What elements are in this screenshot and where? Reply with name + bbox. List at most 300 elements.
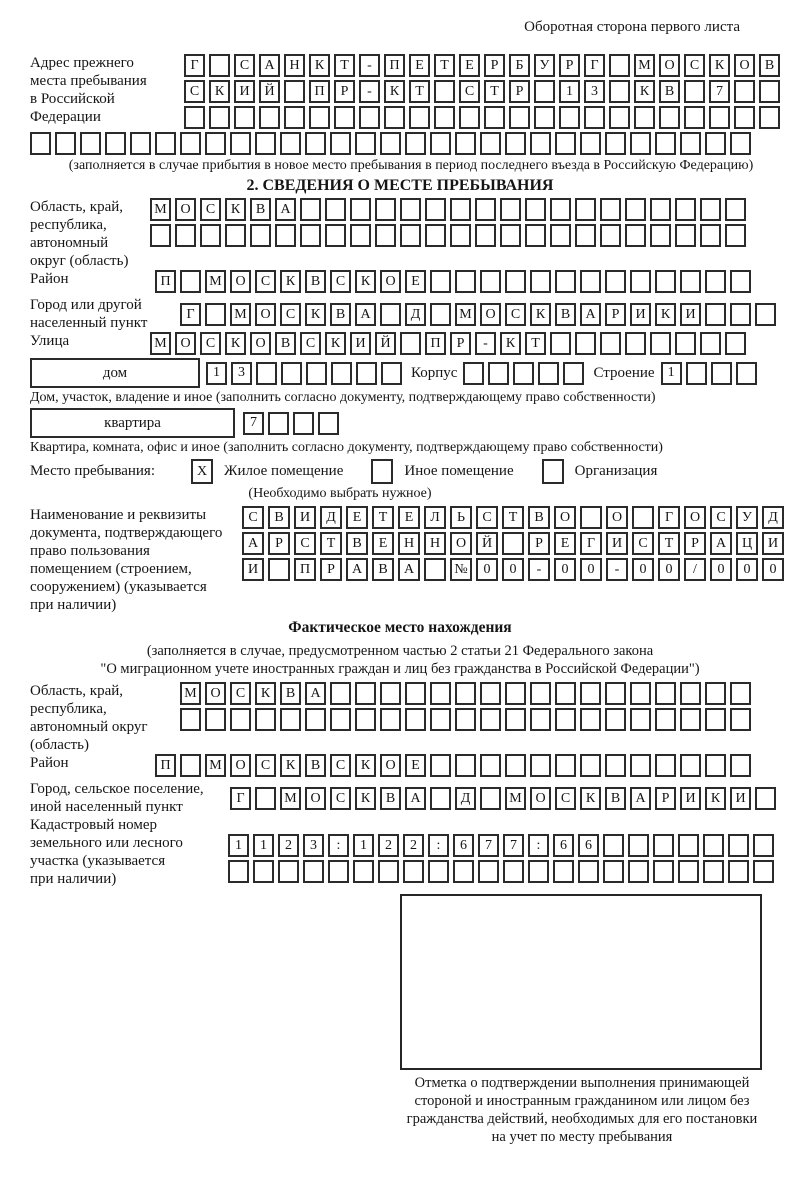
char-cell bbox=[253, 860, 274, 883]
char-cell bbox=[605, 270, 626, 293]
char-cell bbox=[650, 198, 671, 221]
char-cell: С bbox=[255, 270, 276, 293]
char-cell: С bbox=[230, 682, 251, 705]
char-cell-row bbox=[242, 506, 792, 529]
char-cell bbox=[630, 754, 651, 777]
char-cell bbox=[375, 224, 396, 247]
char-cell: : bbox=[328, 834, 349, 857]
char-cell bbox=[309, 106, 330, 129]
char-cell bbox=[605, 132, 626, 155]
char-cell bbox=[555, 270, 576, 293]
char-cell bbox=[630, 682, 651, 705]
char-cell bbox=[480, 132, 501, 155]
char-cell bbox=[428, 860, 449, 883]
char-cell: Г bbox=[658, 506, 680, 529]
char-cell bbox=[355, 682, 376, 705]
char-cell bbox=[405, 132, 426, 155]
char-cell bbox=[303, 860, 324, 883]
char-cell: Е bbox=[405, 270, 426, 293]
char-cell: О bbox=[175, 198, 196, 221]
char-cell bbox=[478, 860, 499, 883]
char-cell bbox=[430, 787, 451, 810]
char-cell bbox=[375, 198, 396, 221]
char-cell: 1 bbox=[559, 80, 580, 103]
char-cell: 0 bbox=[736, 558, 758, 581]
char-cell bbox=[205, 708, 226, 731]
actual-location-title: Фактическое место нахождения bbox=[288, 619, 512, 636]
char-cell: Д bbox=[455, 787, 476, 810]
char-cell bbox=[284, 80, 305, 103]
char-cell: Б bbox=[509, 54, 530, 77]
char-cell bbox=[580, 132, 601, 155]
char-cell bbox=[400, 198, 421, 221]
char-cell bbox=[475, 224, 496, 247]
char-cell: К bbox=[634, 80, 655, 103]
char-cell: К bbox=[384, 80, 405, 103]
char-cell-row bbox=[184, 54, 792, 77]
char-cell bbox=[675, 332, 696, 355]
char-cell: Й bbox=[476, 532, 498, 555]
char-cell bbox=[255, 708, 276, 731]
char-cell bbox=[600, 224, 621, 247]
char-cell bbox=[453, 860, 474, 883]
char-cell bbox=[209, 54, 230, 77]
char-cell: Т bbox=[372, 506, 394, 529]
char-cell: М bbox=[280, 787, 301, 810]
char-cell: А bbox=[398, 558, 420, 581]
char-cell bbox=[525, 224, 546, 247]
char-cell: - bbox=[359, 54, 380, 77]
char-cell bbox=[634, 106, 655, 129]
char-cell: В bbox=[268, 506, 290, 529]
char-cell bbox=[150, 224, 171, 247]
char-cell bbox=[725, 198, 746, 221]
char-cell bbox=[355, 132, 376, 155]
char-cell: С bbox=[200, 198, 221, 221]
char-cell bbox=[625, 332, 646, 355]
char-cell bbox=[655, 708, 676, 731]
char-cell: 3 bbox=[231, 362, 252, 385]
char-cell: - bbox=[606, 558, 628, 581]
char-cell bbox=[605, 708, 626, 731]
char-cell: К bbox=[225, 332, 246, 355]
char-cell: 6 bbox=[453, 834, 474, 857]
char-cell bbox=[700, 224, 721, 247]
option-residential-label: Жилое помещение bbox=[224, 463, 344, 479]
char-cell bbox=[325, 224, 346, 247]
char-cell: К bbox=[255, 682, 276, 705]
char-cell: К bbox=[209, 80, 230, 103]
char-cell: Г bbox=[230, 787, 251, 810]
stay-type-note: (Необходимо выбрать нужное) bbox=[248, 486, 432, 501]
house-label: дом bbox=[102, 364, 128, 381]
char-cell bbox=[630, 708, 651, 731]
char-cell: Й bbox=[259, 80, 280, 103]
char-cell bbox=[455, 682, 476, 705]
char-cell bbox=[331, 362, 352, 385]
char-cell: О bbox=[255, 303, 276, 326]
char-cell: В bbox=[305, 270, 326, 293]
char-cell: 2 bbox=[403, 834, 424, 857]
char-cell: О bbox=[659, 54, 680, 77]
char-cell: И bbox=[730, 787, 751, 810]
field-actual-region bbox=[30, 682, 792, 754]
char-cell: М bbox=[150, 332, 171, 355]
char-cell: 0 bbox=[580, 558, 602, 581]
char-cell-row bbox=[184, 106, 792, 129]
char-cell bbox=[730, 132, 751, 155]
char-cell bbox=[353, 860, 374, 883]
char-cell: Е bbox=[554, 532, 576, 555]
char-cell: П bbox=[155, 270, 176, 293]
char-cell: П bbox=[309, 80, 330, 103]
char-cell-row bbox=[150, 198, 792, 221]
char-cell: У bbox=[736, 506, 758, 529]
char-cell bbox=[380, 132, 401, 155]
char-cell: - bbox=[528, 558, 550, 581]
char-cell bbox=[580, 708, 601, 731]
char-cell: К bbox=[280, 270, 301, 293]
char-cell: 1 bbox=[228, 834, 249, 857]
char-cell bbox=[734, 80, 755, 103]
char-cell bbox=[555, 132, 576, 155]
char-cell bbox=[250, 224, 271, 247]
char-cell bbox=[534, 80, 555, 103]
char-cell bbox=[580, 682, 601, 705]
char-cell bbox=[350, 224, 371, 247]
char-cell bbox=[680, 132, 701, 155]
char-cell: К bbox=[309, 54, 330, 77]
char-cell bbox=[356, 362, 377, 385]
char-cell bbox=[753, 860, 774, 883]
char-cell bbox=[293, 412, 314, 435]
char-cell bbox=[759, 106, 780, 129]
char-cell: 2 bbox=[378, 834, 399, 857]
char-cell bbox=[580, 506, 602, 529]
char-cell: С bbox=[330, 270, 351, 293]
char-cell: В bbox=[280, 682, 301, 705]
char-cell bbox=[678, 860, 699, 883]
char-cell: Т bbox=[484, 80, 505, 103]
char-cell bbox=[609, 80, 630, 103]
char-cell: Д bbox=[405, 303, 426, 326]
char-cell: Р bbox=[528, 532, 550, 555]
char-cell: Е bbox=[405, 754, 426, 777]
stroenie-label: Строение bbox=[593, 364, 655, 381]
char-cell bbox=[509, 106, 530, 129]
char-cell: 3 bbox=[303, 834, 324, 857]
char-cell bbox=[705, 270, 726, 293]
char-cell: К bbox=[705, 787, 726, 810]
char-cell bbox=[680, 270, 701, 293]
char-cell bbox=[675, 198, 696, 221]
char-cell: В bbox=[380, 787, 401, 810]
char-cell: О bbox=[230, 754, 251, 777]
char-cell bbox=[650, 332, 671, 355]
char-cell: И bbox=[762, 532, 784, 555]
char-cell: М bbox=[455, 303, 476, 326]
char-cell bbox=[730, 270, 751, 293]
char-cell: 0 bbox=[476, 558, 498, 581]
char-cell bbox=[538, 362, 559, 385]
char-cell: Г bbox=[184, 54, 205, 77]
char-cell bbox=[759, 80, 780, 103]
char-cell: 6 bbox=[553, 834, 574, 857]
char-cell: С bbox=[200, 332, 221, 355]
char-cell-row bbox=[228, 834, 792, 857]
char-cell bbox=[281, 362, 302, 385]
checkbox-other-premises bbox=[371, 459, 393, 484]
char-cell bbox=[605, 754, 626, 777]
char-cell bbox=[459, 106, 480, 129]
char-cell bbox=[330, 682, 351, 705]
char-cell bbox=[680, 754, 701, 777]
char-cell bbox=[505, 754, 526, 777]
char-cell bbox=[655, 132, 676, 155]
char-cell bbox=[475, 198, 496, 221]
korpus-label: Корпус bbox=[411, 364, 458, 381]
char-cell: Р bbox=[334, 80, 355, 103]
house-note: Дом, участок, владение и иное (заполнить согласно документу, подтверждающему право собственности) bbox=[30, 390, 656, 405]
char-cell: 6 bbox=[578, 834, 599, 857]
char-cell: В bbox=[275, 332, 296, 355]
char-cell bbox=[534, 106, 555, 129]
stamp-caption: Отметка о подтверждении выполнения принимающей стороной и иностранным гражданином или лицом без гражданства действий, необходимых для его постановки на учет по месту пребывания bbox=[406, 1075, 758, 1145]
field-city bbox=[30, 296, 792, 332]
apartment-note: Квартира, комната, офис и иное (заполнить согласно документу, подтверждающему право собственности) bbox=[30, 440, 663, 455]
char-cell bbox=[180, 270, 201, 293]
char-cell: Т bbox=[502, 506, 524, 529]
char-cell bbox=[430, 270, 451, 293]
char-cell: С bbox=[300, 332, 321, 355]
char-cell bbox=[728, 860, 749, 883]
char-cell: 3 bbox=[584, 80, 605, 103]
char-cell bbox=[703, 860, 724, 883]
char-cell: О bbox=[530, 787, 551, 810]
char-cell-row bbox=[180, 708, 792, 731]
char-cell: - bbox=[359, 80, 380, 103]
char-cell: К bbox=[325, 332, 346, 355]
char-cell: Р bbox=[655, 787, 676, 810]
char-cell bbox=[655, 270, 676, 293]
char-cell: 0 bbox=[658, 558, 680, 581]
char-cell: 0 bbox=[502, 558, 524, 581]
char-cell bbox=[755, 303, 776, 326]
char-cell bbox=[225, 224, 246, 247]
char-cell bbox=[180, 708, 201, 731]
char-cell: О bbox=[305, 787, 326, 810]
char-cell bbox=[330, 708, 351, 731]
previous-address-note: (заполняется в случае прибытия в новое место пребывания в период последнего въезда в Российскую Федерацию) bbox=[68, 158, 754, 173]
char-cell bbox=[705, 303, 726, 326]
char-cell: А bbox=[346, 558, 368, 581]
char-cell: Г bbox=[180, 303, 201, 326]
stroenie-cells bbox=[661, 362, 757, 385]
char-cell bbox=[430, 708, 451, 731]
char-cell bbox=[306, 362, 327, 385]
char-cell bbox=[105, 132, 126, 155]
char-cell: С bbox=[710, 506, 732, 529]
char-cell bbox=[30, 132, 51, 155]
char-cell bbox=[330, 132, 351, 155]
char-cell: С bbox=[632, 532, 654, 555]
char-cell: И bbox=[294, 506, 316, 529]
char-cell: № bbox=[450, 558, 472, 581]
char-cell bbox=[711, 362, 732, 385]
korpus-cells bbox=[463, 362, 584, 385]
char-cell bbox=[430, 754, 451, 777]
char-cell bbox=[80, 132, 101, 155]
char-cell: Е bbox=[409, 54, 430, 77]
char-cell bbox=[530, 682, 551, 705]
char-cell bbox=[630, 270, 651, 293]
char-cell bbox=[563, 362, 584, 385]
house-number-cells bbox=[206, 362, 402, 385]
region-label: Область, край, республика, автономный округ (область) bbox=[30, 199, 129, 269]
char-cell: С bbox=[459, 80, 480, 103]
char-cell-row-full-width bbox=[30, 132, 792, 155]
char-cell: В bbox=[330, 303, 351, 326]
char-cell: К bbox=[280, 754, 301, 777]
section2-title: 2. СВЕДЕНИЯ О МЕСТЕ ПРЕБЫВАНИЯ bbox=[246, 177, 554, 194]
char-cell-row bbox=[150, 224, 792, 247]
char-cell: В bbox=[759, 54, 780, 77]
char-cell bbox=[600, 332, 621, 355]
char-cell bbox=[359, 106, 380, 129]
char-cell: И bbox=[234, 80, 255, 103]
char-cell-row bbox=[242, 558, 792, 581]
char-cell: А bbox=[405, 787, 426, 810]
option-other-premises-label: Иное помещение bbox=[404, 463, 514, 479]
char-cell: Т bbox=[658, 532, 680, 555]
char-cell bbox=[405, 708, 426, 731]
char-cell: П bbox=[294, 558, 316, 581]
char-cell bbox=[425, 198, 446, 221]
char-cell: М bbox=[230, 303, 251, 326]
char-cell bbox=[559, 106, 580, 129]
char-cell bbox=[728, 834, 749, 857]
char-cell bbox=[130, 132, 151, 155]
apartment-row bbox=[30, 408, 792, 438]
char-cell: О bbox=[380, 270, 401, 293]
char-cell: С bbox=[234, 54, 255, 77]
char-cell bbox=[580, 754, 601, 777]
char-cell: Р bbox=[320, 558, 342, 581]
district-label: Район bbox=[30, 271, 69, 287]
char-cell bbox=[705, 682, 726, 705]
char-cell bbox=[300, 224, 321, 247]
char-cell bbox=[709, 106, 730, 129]
char-cell bbox=[184, 106, 205, 129]
char-cell: С bbox=[330, 787, 351, 810]
char-cell bbox=[650, 224, 671, 247]
char-cell: П bbox=[425, 332, 446, 355]
char-cell: С bbox=[330, 754, 351, 777]
char-cell bbox=[705, 708, 726, 731]
char-cell: В bbox=[346, 532, 368, 555]
char-cell: И bbox=[630, 303, 651, 326]
char-cell bbox=[280, 132, 301, 155]
char-cell bbox=[255, 787, 276, 810]
char-cell: Д bbox=[762, 506, 784, 529]
char-cell: И bbox=[242, 558, 264, 581]
char-cell: 7 bbox=[478, 834, 499, 857]
char-cell bbox=[653, 860, 674, 883]
char-cell bbox=[653, 834, 674, 857]
char-cell: В bbox=[250, 198, 271, 221]
char-cell: О bbox=[734, 54, 755, 77]
char-cell bbox=[655, 754, 676, 777]
char-cell bbox=[400, 332, 421, 355]
char-cell bbox=[455, 708, 476, 731]
char-cell: А bbox=[355, 303, 376, 326]
char-cell: К bbox=[355, 270, 376, 293]
char-cell bbox=[325, 198, 346, 221]
char-cell bbox=[430, 682, 451, 705]
char-cell bbox=[628, 860, 649, 883]
char-cell: С bbox=[294, 532, 316, 555]
char-cell bbox=[705, 132, 726, 155]
char-cell bbox=[605, 682, 626, 705]
char-cell bbox=[736, 362, 757, 385]
char-cell bbox=[381, 362, 402, 385]
char-cell bbox=[378, 860, 399, 883]
char-cell bbox=[318, 412, 339, 435]
char-cell: Р bbox=[484, 54, 505, 77]
char-cell: А bbox=[275, 198, 296, 221]
char-cell bbox=[575, 332, 596, 355]
char-cell: Р bbox=[559, 54, 580, 77]
char-cell bbox=[430, 132, 451, 155]
char-cell bbox=[734, 106, 755, 129]
char-cell: Т bbox=[320, 532, 342, 555]
char-cell bbox=[403, 860, 424, 883]
char-cell: К bbox=[305, 303, 326, 326]
char-cell bbox=[400, 224, 421, 247]
char-cell bbox=[380, 303, 401, 326]
char-cell bbox=[268, 558, 290, 581]
char-cell bbox=[268, 412, 289, 435]
char-cell bbox=[284, 106, 305, 129]
char-cell bbox=[575, 224, 596, 247]
char-cell bbox=[700, 198, 721, 221]
char-cell: С bbox=[255, 754, 276, 777]
char-cell: Р bbox=[605, 303, 626, 326]
char-cell bbox=[700, 332, 721, 355]
char-cell: О bbox=[450, 532, 472, 555]
char-cell: Ь bbox=[450, 506, 472, 529]
char-cell-row bbox=[155, 754, 792, 777]
char-cell: О bbox=[480, 303, 501, 326]
char-cell bbox=[455, 270, 476, 293]
char-cell: М bbox=[634, 54, 655, 77]
char-cell: О bbox=[684, 506, 706, 529]
char-cell: 1 bbox=[253, 834, 274, 857]
char-cell bbox=[528, 860, 549, 883]
street-label: Улица bbox=[30, 333, 70, 349]
char-cell bbox=[180, 132, 201, 155]
char-cell bbox=[575, 198, 596, 221]
char-cell bbox=[300, 198, 321, 221]
char-cell bbox=[632, 506, 654, 529]
stay-type-row bbox=[30, 458, 792, 485]
char-cell: С bbox=[555, 787, 576, 810]
char-cell: К bbox=[709, 54, 730, 77]
char-cell bbox=[550, 198, 571, 221]
char-cell: О bbox=[380, 754, 401, 777]
char-cell bbox=[275, 224, 296, 247]
char-cell: Т bbox=[434, 54, 455, 77]
